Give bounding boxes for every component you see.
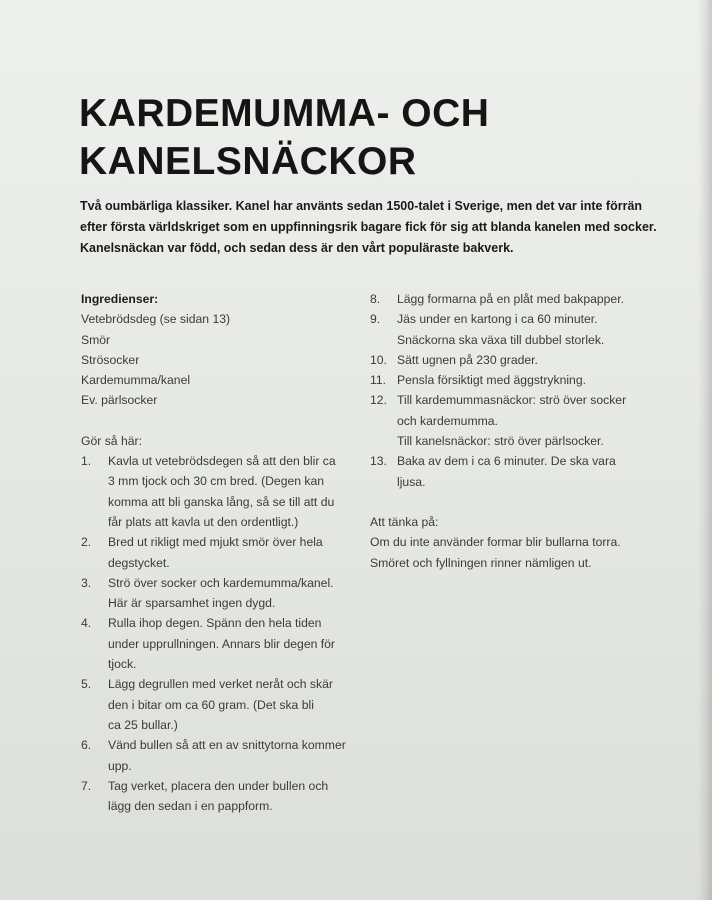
step-number: 6. [81,738,92,753]
step-number: 13. [370,454,387,469]
step-text [397,370,586,390]
ingredient-item: Strösocker [81,352,140,367]
recipe-title [79,90,639,186]
step-text-line: Här är sparsamhet ingen dygd. [108,596,276,611]
step-number: 9. [370,312,381,327]
step-text-line: och kardemumma. [397,413,498,428]
step-number: 4. [81,616,92,631]
method-step [81,776,356,817]
step-number: 8. [370,292,381,306]
method-step [81,613,356,674]
ingredient-item: Ev. pärlsocker [81,393,158,408]
step-text-line: Baka av dem i ca 6 minuter. De ska vara [397,454,616,469]
step-text-line: den i bitar om ca 60 gram. (Det ska bli [108,697,314,712]
step-text [397,350,538,370]
step-text-line: Sätt ugnen på 230 grader. [397,352,538,367]
method-step [81,451,356,532]
method-step [370,289,660,309]
method-steps-left [81,451,356,816]
method-step [81,674,356,735]
intro-paragraph [80,196,657,259]
step-text-line: 3 mm tjock och 30 cm bred. (Degen kan [108,474,325,489]
step-text-line: Tag verket, placera den under bullen och [108,778,329,793]
method-step [81,532,356,573]
step-text-line: Till kardemummasnäckor: strö över socker [397,393,627,408]
step-text [397,289,624,309]
step-text [108,674,333,735]
method-step [81,573,356,614]
ingredients-heading: Ingredienser: [81,292,159,306]
method-step [370,370,660,390]
step-number: 11. [370,373,387,388]
step-text-line: lägg den sedan i en pappform. [108,799,273,814]
tips-heading: Att tänka på: [370,514,439,529]
step-text-line: ca 25 bullar.) [108,717,178,732]
step-text [108,451,336,532]
step-text [108,613,335,674]
step-number: 5. [81,677,92,692]
step-number: 2. [81,535,92,550]
step-text-line: Vänd bullen så att en av snittytorna kommer [108,738,346,753]
step-text-line: degstycket. [108,555,170,570]
page-edge-shadow [698,0,712,900]
ingredient-item: Vetebrödsdeg (se sidan 13) [81,312,231,327]
step-number: 12. [370,393,387,408]
ingredients-list [81,309,356,410]
step-text [108,776,328,817]
intro-line-2: efter första världskriget som en uppfinningsrik bagare fick för sig att blanda kanelen med socker. [80,220,657,234]
left-column [81,289,356,816]
tips-line: Om du inte använder formar blir bullarna torra. [370,535,621,550]
step-text-line: Jäs under en kartong i ca 60 minuter. [397,312,598,327]
step-text-line: komma att bli ganska lång, så se till att du [108,494,335,509]
ingredient-item: Kardemumma/kanel [81,373,191,388]
step-number: 7. [81,778,92,793]
tips-line: Smöret och fyllningen rinner nämligen ut. [370,555,592,570]
method-step [370,309,660,350]
step-text [397,390,626,451]
step-text [108,532,323,573]
method-step [81,735,356,776]
step-number: 3. [81,575,92,590]
step-text-line: Snäckorna ska växa till dubbel storlek. [397,332,605,347]
method-step [370,451,660,492]
recipe-title-line-1: KARDEMUMMA- OCH [79,92,490,135]
step-text-line: Rulla ihop degen. Spänn den hela tiden [108,616,322,631]
method-step [370,390,660,451]
step-text [108,735,346,776]
step-text [397,309,604,350]
ingredient-item: Smör [81,332,111,347]
right-column [370,289,660,573]
step-text [397,451,616,492]
step-text-line: Lägg degrullen med verket neråt och skär [108,677,333,692]
step-text-line: Kavla ut vetebrödsdegen så att den blir ca [108,454,336,469]
step-text-line: Pensla försiktigt med äggstrykning. [397,373,586,388]
step-text-line: tjock. [108,657,137,672]
step-text-line: Bred ut rikligt med mjukt smör över hela [108,535,323,550]
step-text-line: Lägg formarna på en plåt med bakpapper. [397,292,624,306]
intro-line-3: Kanelsnäckan var född, och sedan dess är den vårt populäraste bakverk. [80,241,514,255]
step-text-line: får plats att kavla ut den ordentligt.) [108,514,299,529]
method-steps-right [370,289,660,492]
recipe-title-line-2: KANELSNÄCKOR [79,140,417,183]
method-heading: Gör så här: [81,433,142,448]
step-text-line: Till kanelsnäckor: strö över pärlsocker. [397,434,604,449]
intro-line-1: Två oumbärliga klassiker. Kanel har använts sedan 1500-talet i Sverige, men det var inte förrän [80,199,643,213]
step-number: 10. [370,352,387,367]
step-text-line: under upprullningen. Annars blir degen för [108,636,335,651]
step-text-line: ljusa. [397,474,426,489]
step-text-line: Strö över socker och kardemumma/kanel. [108,575,334,590]
tips-section [370,512,660,573]
method-step [370,350,660,370]
step-text-line: upp. [108,758,132,773]
step-number: 1. [81,454,92,469]
step-text [108,573,334,614]
